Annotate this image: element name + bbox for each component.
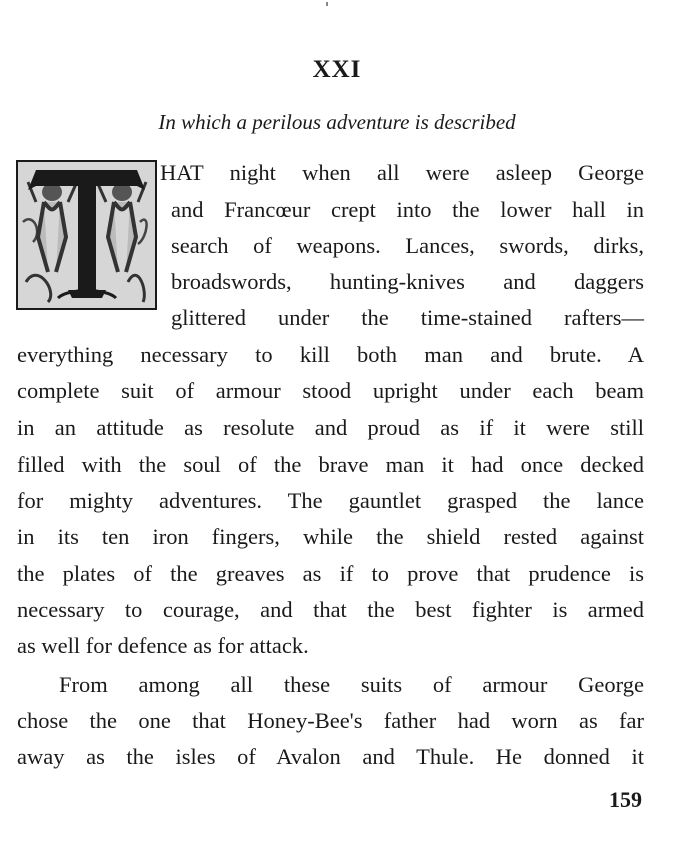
text-line: as well for defence as for attack. [17,633,309,658]
drop-cap-ornament-icon [16,160,157,310]
text-line: search of weapons. Lances, swords, dirks, [171,233,644,258]
text-line: necessary to courage, and that the best fighter is armed [17,597,644,622]
text-line: chose the one that Honey-Bee's father had worn as far [17,708,644,733]
text-line: From among all these suits of armour George [59,672,644,697]
drop-cap-svg [18,162,155,308]
text-line: everything necessary to kill both man and brute. A [17,342,644,367]
scan-speck [326,2,328,6]
page-number: 159 [609,787,642,812]
text-line: HAT night when all were asleep George [160,160,644,185]
text-line: in its ten iron fingers, while the shield rested against [17,524,644,549]
text-line: broadswords, hunting-knives and daggers [171,269,644,294]
text-line: complete suit of armour stood upright under each beam [17,378,644,403]
chapter-title: In which a perilous adventure is described [158,110,516,134]
text-line: and Francœur crept into the lower hall in [171,197,644,222]
text-line: for mighty adventures. The gauntlet grasped the lance [17,488,644,513]
text-line: away as the isles of Avalon and Thule. He donned it [17,744,644,769]
chapter-number: XXI [312,56,362,83]
text-line: in an attitude as resolute and proud as if it were still [17,415,644,440]
text-line: the plates of the greaves as if to prove that prudence is [17,561,644,586]
text-line: filled with the soul of the brave man it had once decked [17,452,644,477]
text-line: glittered under the time-stained rafters— [171,305,644,330]
